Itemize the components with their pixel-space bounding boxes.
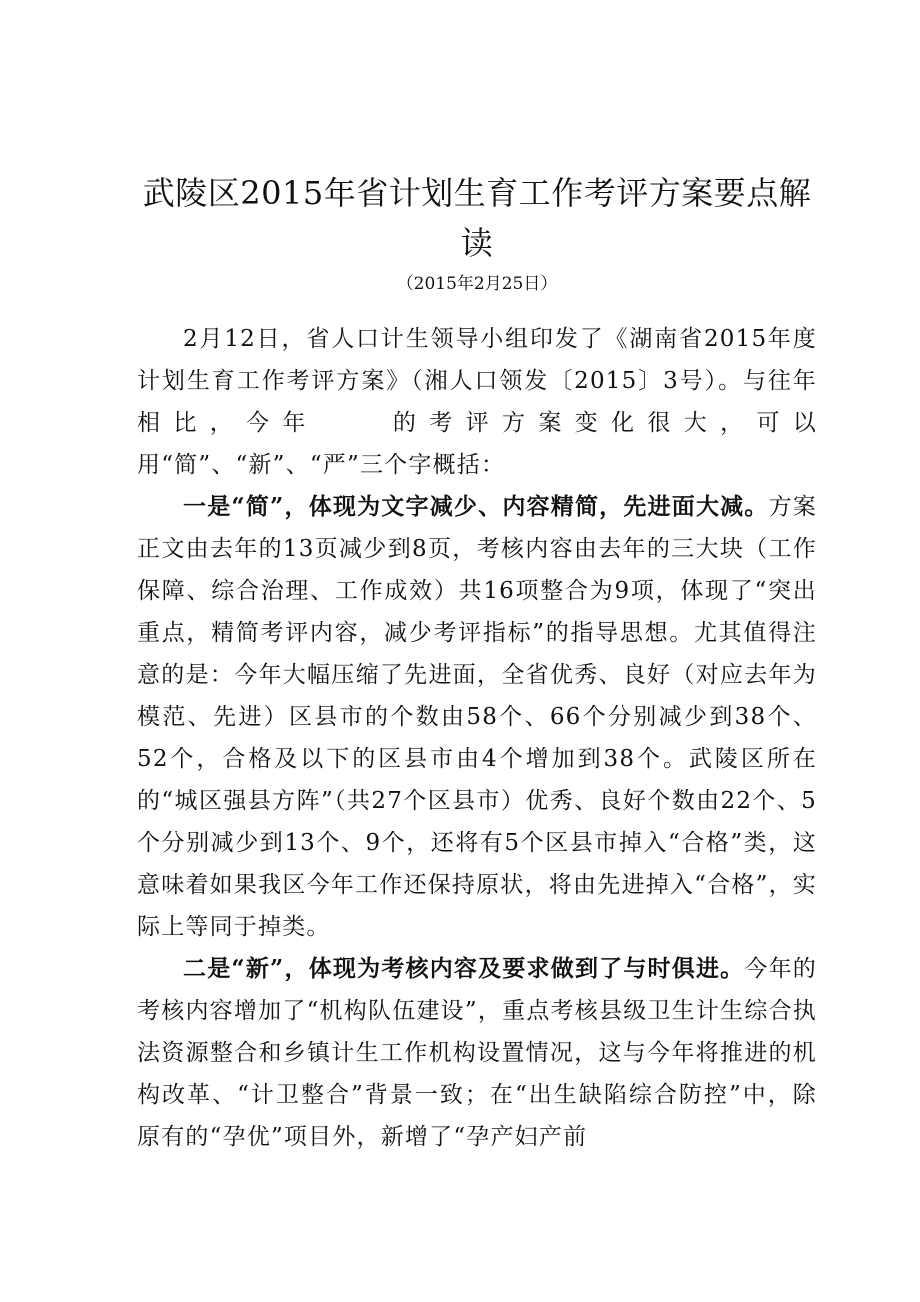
document-page	[137, 168, 817, 1158]
intro-text-part1: 2月12日，省人口计生领导小组印发了《湖南省2015年度计划生育工作考评方案》（湘人口领发〔2015〕3号）。与往年相比，今年	[137, 326, 817, 436]
section-2-paragraph	[137, 948, 817, 1158]
intro-paragraph	[137, 318, 817, 486]
section-1-body: 方案正文由去年的13页减少到8页，考核内容由去年的三大块（工作保障、综合治理、工作成效）共16项整合为9项，体现了“突出重点，精简考评内容，减少考评指标”的指导思想。尤其值得注意的是：今年大幅压缩了先进面，全省优秀、良好（对应去年为模范、先进）区县市的个数由58个、66个分别减少到38个、52个，合格及以下的区县市由4个增加到38个。武陵区所在的“城区强县方阵”（共27个区县市）优秀、良好个数由22个、5个分别减少到13个、9个，还将有5个区县市掉入“合格”类，这意味着如果我区今年工作还保持原状，将由先进掉入“合格”，实际上等同于掉类。	[137, 494, 817, 940]
section-1-paragraph	[137, 486, 817, 948]
document-date: （2015年2月25日）	[396, 274, 558, 294]
section-2-heading: 二是“新”，体现为考核内容及要求做到了与时俱进。	[183, 955, 745, 982]
section-1-heading: 一是“简”，体现为文字减少、内容精简，先进面大减。	[183, 493, 769, 520]
intro-text-part2: 的考评方案变化很大，可以用“简”、“新”、“严”三个字概括：	[137, 410, 817, 478]
section-2-body: 今年的考核内容增加了“机构队伍建设”，重点考核县级卫生计生综合执法资源整合和乡镇计生工作机构设置情况，这与今年将推进的机构改革、“计卫整合”背景一致；在“出生缺陷综合防控”中，除原有的“孕优”项目外，新增了“孕产妇产前	[137, 956, 817, 1150]
document-title: 武陵区2015年省计划生育工作考评方案要点解读	[142, 174, 812, 262]
